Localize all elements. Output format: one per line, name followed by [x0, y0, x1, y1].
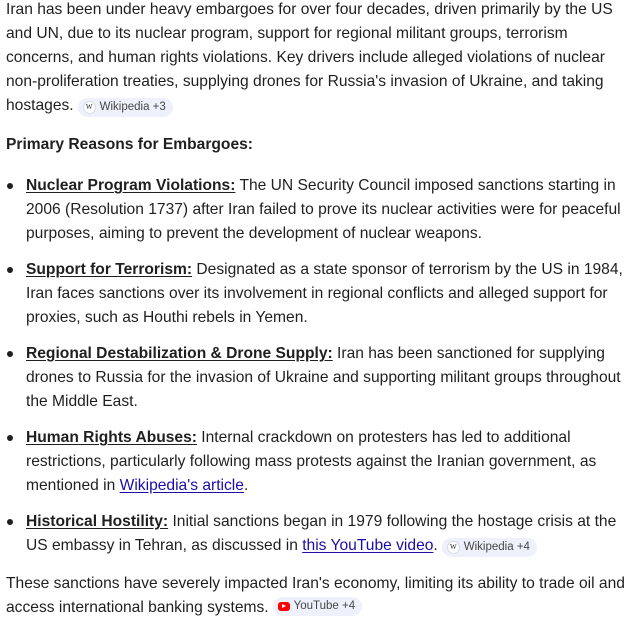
intro-paragraph: [6, 0, 636, 118]
bullet-dot: [7, 267, 13, 273]
source-chip-label: YouTube +4: [293, 600, 356, 612]
bullet-dot: [7, 351, 13, 357]
bullet-term: Nuclear Program Violations:: [26, 177, 236, 194]
list-item-text: [26, 342, 632, 414]
bullet-term: Support for Terrorism:: [26, 261, 193, 278]
wikipedia-icon: W: [447, 541, 460, 554]
wikipedia-article-link[interactable]: Wikipedia's article: [119, 477, 244, 494]
bullet-term: Human Rights Abuses:: [26, 429, 197, 446]
section-heading: Primary Reasons for Embargoes:: [6, 136, 253, 153]
list-item-text: [26, 174, 632, 246]
bullet-term: Regional Destabilization & Drone Supply:: [26, 345, 333, 362]
youtube-video-link[interactable]: this YouTube video: [302, 537, 434, 554]
list-item-text: [26, 510, 632, 558]
bullet-body: Iran has been sanctioned for supplying drones to Russia for the invasion of Ukraine and supporting militant groups throughout the Middle East.: [26, 345, 621, 410]
source-chip-label: Wikipedia +3: [99, 101, 166, 113]
source-chip-youtube[interactable]: [273, 597, 363, 616]
bullet-dot: [7, 435, 13, 441]
outro-paragraph: [6, 572, 636, 620]
bullet-period: .: [243, 477, 249, 494]
bullet-dot: [7, 519, 13, 525]
source-chip-wikipedia[interactable]: [442, 538, 537, 557]
bullet-period: .: [433, 537, 438, 554]
bullet-body: The UN Security Council imposed sanctions starting in 2006 (Resolution 1737) after Iran failed to prove its nuclear activities were for peaceful purposes, aiming to prevent the development of nuclear weapons.: [26, 177, 621, 242]
bullet-body: Designated as a state sponsor of terrorism by the US in 1984, Iran faces sanctions over its involvement in regional conflicts and alleged support for proxies, such as Houthi rebels in Yemen.: [26, 261, 623, 326]
bullet-body: Internal crackdown on protesters has led to additional restrictions, particularly following mass protests against the Iranian government, as mentioned in: [26, 429, 597, 494]
source-chip-label: Wikipedia +4: [463, 541, 530, 553]
source-chip-wikipedia[interactable]: [78, 98, 173, 117]
bullet-body: Initial sanctions began in 1979 following the hostage crisis at the US embassy in Tehran, as discussed in: [26, 513, 617, 554]
youtube-icon: [278, 602, 290, 611]
bullet-term: Historical Hostility:: [26, 513, 169, 530]
intro-text: Iran has been under heavy embargoes for over four decades, driven primarily by the US and UN, due to its nuclear program, support for regional militant groups, terrorism concerns, and human rights violations. Key drivers include alleged violations of nuclear non-proliferation treaties, supplying drones for Russia's invasion of Ukraine, and taking hostages.: [6, 1, 613, 114]
list-item-text: [26, 426, 632, 498]
list-item-text: [26, 258, 632, 330]
bullet-dot: [7, 183, 13, 189]
outro-text: These sanctions have severely impacted Iran's economy, limiting its ability to trade oil and access international banking systems.: [6, 575, 625, 616]
wikipedia-icon: W: [83, 101, 96, 114]
